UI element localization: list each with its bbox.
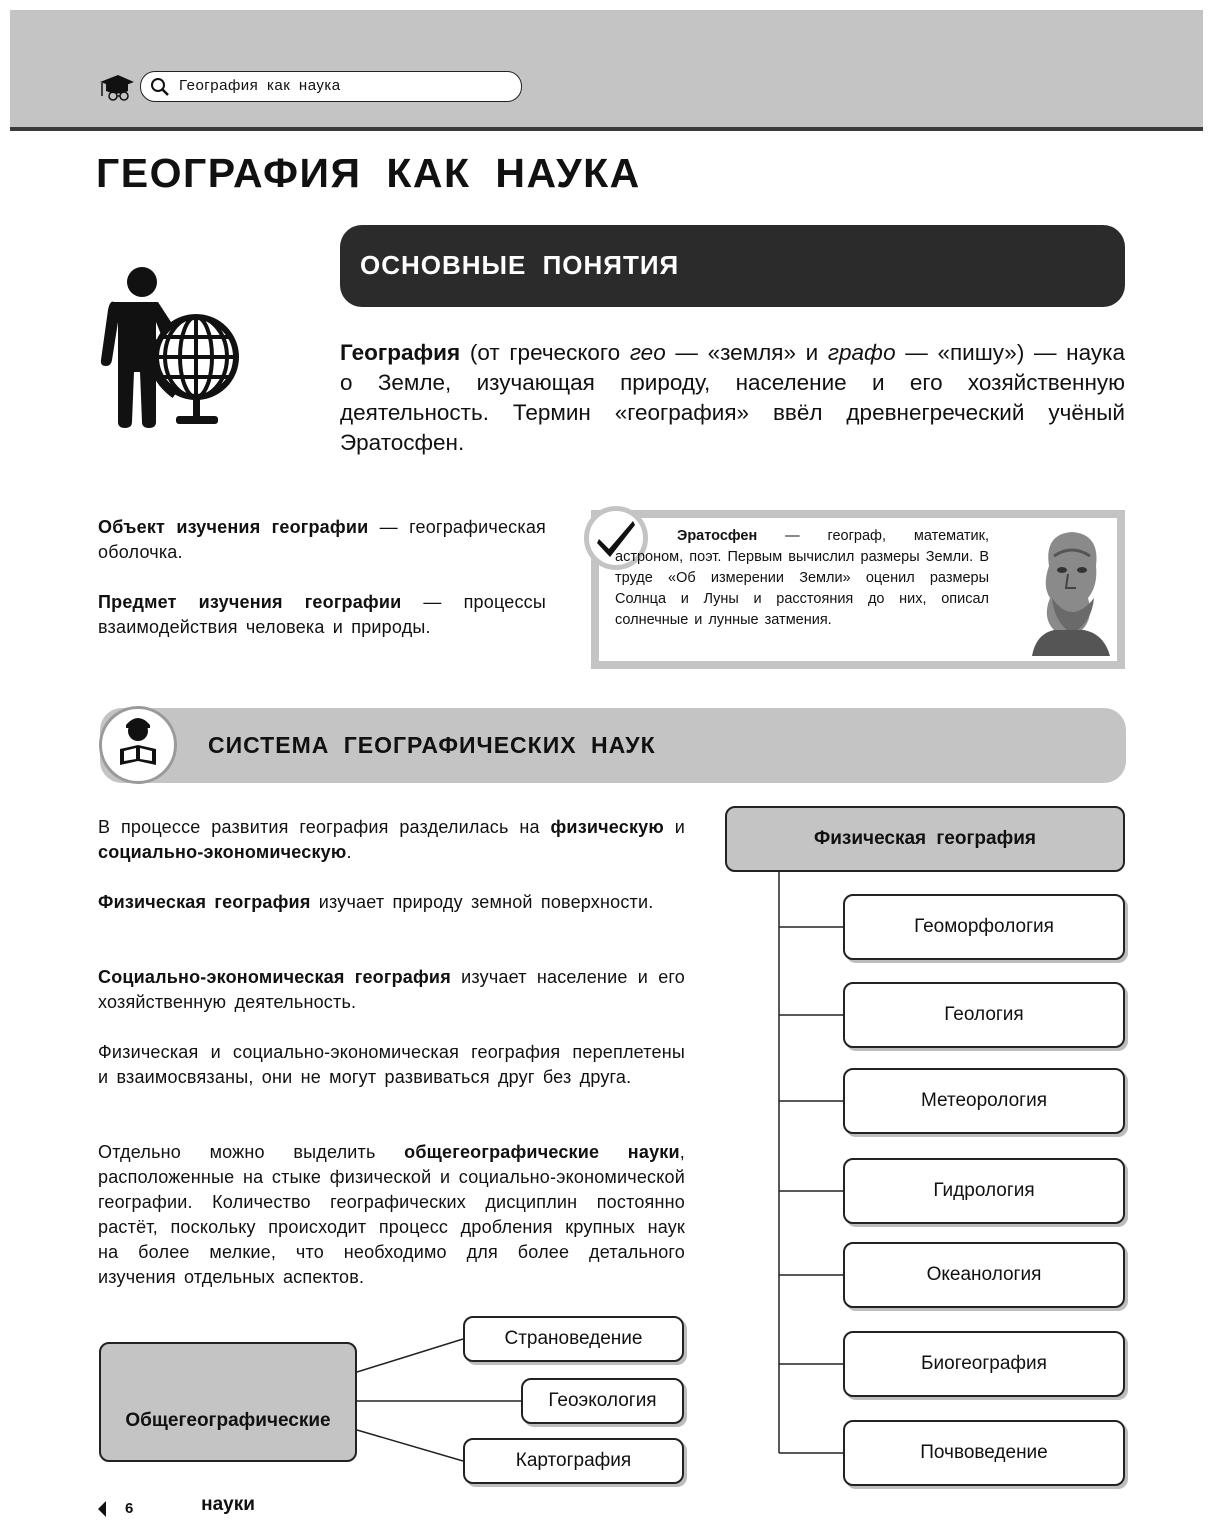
eratosthenes-bio: Эратосфен — географ, математик, астроном, поэт. Первым вычислил размеры Земли. В труде «Об измерении Земли» оценил размеры Солнца и Луны и расстояния до них, описал солнечные и лунные затмения.: [615, 528, 989, 628]
branch-hydrology: Гидрология: [843, 1158, 1125, 1224]
branch-cartography: Картография: [463, 1438, 684, 1484]
page-number: 6: [125, 1500, 134, 1517]
physical-geography-box: Физическая география: [725, 806, 1125, 872]
geography-definition: География (от греческого гео — «земля» и графо — «пишу») — наука о Земле, изучающая природу, население и его хозяйственную деятельность. Термин «география» ввёл древнегреческий учёный Эратосфен.: [340, 340, 1125, 455]
subject-of-study: Предмет изучения географии — процессы взаимодействия человека и природы.: [98, 592, 546, 637]
object-of-study: Объект изучения географии — географическая оболочка.: [98, 517, 546, 562]
section-title: СИСТЕМА ГЕОГРАФИЧЕСКИХ НАУК: [208, 732, 656, 758]
branch-meteorology: Метеорология: [843, 1068, 1125, 1134]
search-text: География как наука: [179, 77, 341, 94]
section-title: ОСНОВНЫЕ ПОНЯТИЯ: [360, 250, 680, 280]
branch-biogeography: Биогеография: [843, 1331, 1125, 1397]
branch-soil-science: Почвоведение: [843, 1420, 1125, 1486]
paragraph-socioeconomic: Социально-экономическая география изучает население и его хозяйственную деятельность.: [98, 967, 685, 1012]
branch-geoecology: Геоэкология: [521, 1378, 684, 1424]
page-arrow-icon: [97, 1501, 107, 1517]
branch-geology: Геология: [843, 982, 1125, 1048]
paragraph-physical: Физическая география изучает природу земной поверхности.: [98, 892, 654, 912]
paragraph-division: В процессе развития география разделилась на физическую и социально-экономическую.: [98, 817, 685, 862]
general-geography-box: Общегеографические науки: [99, 1342, 357, 1462]
paragraph-intertwined: Физическая и социально-экономическая география переплетены и взаимосвязаны, они не могут развиваться друг без друга.: [98, 1042, 685, 1087]
paragraph-general-sciences: Отдельно можно выделить общегеографические науки, расположенные на стыке физической и социально-экономической географии. Количество географических дисциплин постоянно растёт, поскольку происходит процесс дробления крупных наук на более мелкие, что необходимо для более детального изучения отдельных аспектов.: [98, 1142, 685, 1287]
branch-oceanology: Океанология: [843, 1242, 1125, 1308]
branch-country-studies: Страноведение: [463, 1316, 684, 1362]
branch-geomorphology: Геоморфология: [843, 894, 1125, 960]
page-title: ГЕОГРАФИЯ КАК НАУКА: [96, 150, 641, 196]
